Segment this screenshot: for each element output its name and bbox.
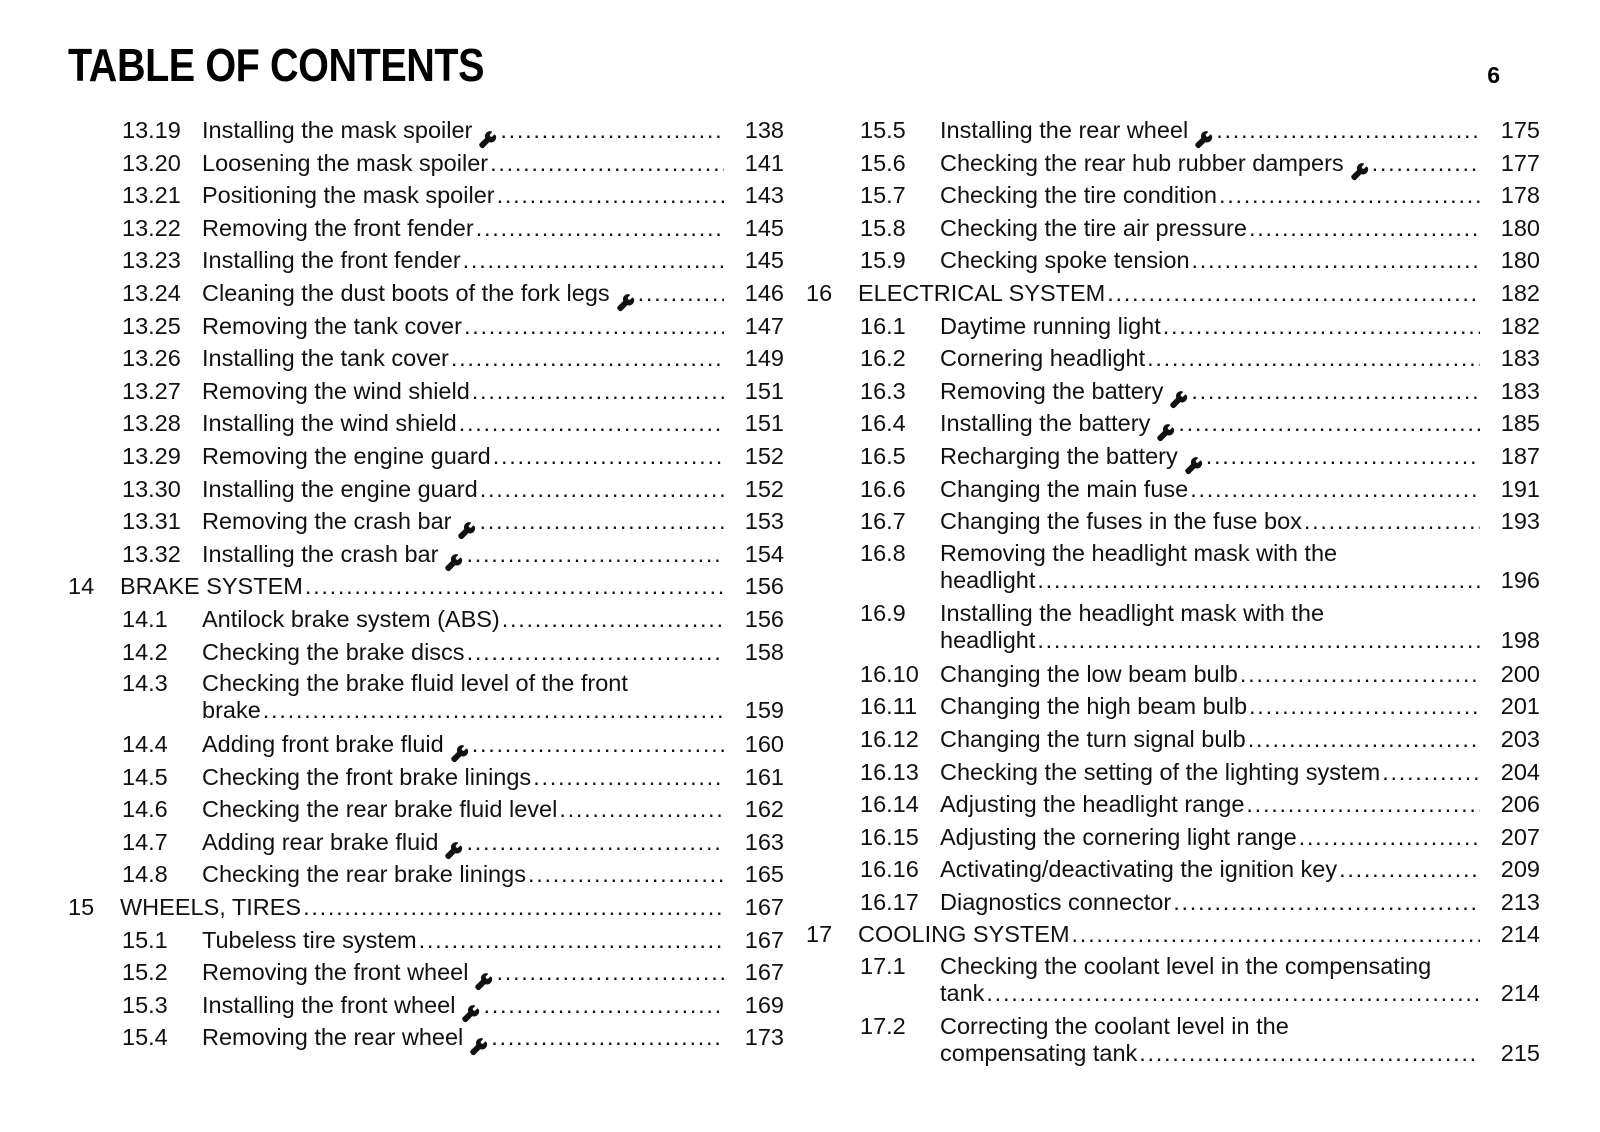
section-title: Checking the setting of the lighting system: [940, 758, 1381, 785]
toc-chapter-entry[interactable]: [68, 891, 784, 924]
section-number: 16.4: [860, 410, 906, 437]
page-reference[interactable]: 158: [744, 638, 784, 665]
section-number: 14: [68, 573, 95, 600]
toc-section-entry[interactable]: [806, 310, 1540, 343]
section-number: 17: [806, 921, 833, 948]
toc-section-entry[interactable]: [68, 147, 784, 180]
page-reference[interactable]: 167: [744, 926, 784, 953]
toc-section-entry[interactable]: [806, 114, 1540, 147]
section-number: 15.9: [860, 247, 906, 274]
toc-section-entry[interactable]: [68, 342, 784, 375]
section-number: 17.1: [860, 953, 906, 980]
dot-leader: [502, 603, 724, 636]
section-number: 16.7: [860, 508, 906, 535]
toc-section-entry[interactable]: [68, 1021, 784, 1054]
section-title: Adding rear brake fluid: [202, 828, 439, 855]
page-reference[interactable]: 180: [1500, 214, 1540, 241]
section-title: Checking the tire condition: [940, 182, 1217, 209]
section-title: Loosening the mask spoiler: [202, 149, 489, 176]
dot-leader: [1249, 690, 1480, 723]
section-title: Installing the crash bar: [202, 540, 439, 567]
section-number: 16.13: [860, 758, 919, 785]
toc-section-entry[interactable]: [806, 407, 1540, 440]
toc-section-entry[interactable]: [68, 310, 784, 343]
toc-chapter-entry[interactable]: [806, 277, 1540, 310]
dot-leader: [1240, 658, 1480, 691]
toc-section-entry[interactable]: [806, 821, 1540, 854]
toc-section-entry[interactable]: [68, 473, 784, 506]
dot-leader: [476, 212, 724, 245]
toc-section-entry[interactable]: [68, 636, 784, 669]
section-title: Checking spoke tension: [940, 247, 1190, 274]
section-number: 16.11: [860, 693, 918, 720]
section-title: Checking the rear brake fluid level: [202, 796, 558, 823]
page-reference[interactable]: 154: [744, 540, 784, 567]
section-number: 14.4: [122, 731, 168, 758]
page-reference[interactable]: 182: [1500, 279, 1540, 306]
dot-leader: [472, 728, 724, 761]
section-number: 16.10: [860, 660, 919, 687]
section-number: 13.25: [122, 312, 181, 339]
toc-section-entry[interactable]: [68, 793, 784, 826]
page-reference[interactable]: 215: [1500, 1040, 1540, 1067]
section-title: Checking the brake fluid level of the front: [202, 670, 628, 697]
toc-section-entry[interactable]: [806, 690, 1540, 723]
wrench-icon: [1350, 159, 1370, 179]
section-title: Checking the front brake linings: [202, 763, 532, 790]
section-number: 16.9: [860, 599, 906, 626]
toc-section-entry[interactable]: [806, 853, 1540, 886]
dot-leader: [1219, 179, 1480, 212]
wrench-icon: [1169, 387, 1189, 407]
toc-section-entry[interactable]: [68, 212, 784, 245]
toc-section-entry[interactable]: [68, 538, 784, 571]
page-reference[interactable]: 198: [1500, 626, 1540, 653]
toc-chapter-entry[interactable]: [806, 918, 1540, 951]
page-reference[interactable]: 180: [1500, 247, 1540, 274]
toc-section-entry[interactable]: [806, 658, 1540, 691]
section-number: 16.6: [860, 475, 906, 502]
dot-leader: [1107, 277, 1480, 310]
page-reference[interactable]: 165: [744, 861, 784, 888]
wrench-icon: [1184, 453, 1204, 473]
dot-leader: [1037, 565, 1480, 595]
toc-section-entry[interactable]: [68, 989, 784, 1022]
wrench-icon: [469, 1034, 489, 1054]
dot-leader: [1192, 244, 1480, 277]
toc-section-entry[interactable]: [806, 375, 1540, 408]
section-title: Removing the battery: [940, 377, 1164, 404]
section-title: Recharging the battery: [940, 442, 1178, 469]
page-reference[interactable]: 161: [744, 763, 784, 790]
dot-leader: [1206, 440, 1480, 473]
page-reference[interactable]: 145: [744, 214, 784, 241]
dot-leader: [559, 793, 724, 826]
toc-section-entry[interactable]: [806, 473, 1540, 506]
toc-section-entry[interactable]: [68, 858, 784, 891]
section-title: Positioning the mask spoiler: [202, 182, 495, 209]
toc-section-entry[interactable]: [806, 886, 1540, 919]
section-title: Changing the main fuse: [940, 475, 1189, 502]
section-title: Adjusting the cornering light range: [940, 823, 1297, 850]
page-reference[interactable]: 151: [744, 410, 784, 437]
page-reference[interactable]: 156: [744, 573, 784, 600]
section-title: Adding front brake fluid: [202, 731, 444, 758]
toc-section-entry[interactable]: [68, 244, 784, 277]
dot-leader: [1191, 375, 1480, 408]
section-number: 13.21: [122, 182, 181, 209]
section-number: 16.3: [860, 377, 906, 404]
section-title: Correcting the coolant level in the: [940, 1013, 1289, 1040]
toc-section-entry[interactable]: [806, 505, 1540, 538]
page-reference[interactable]: 167: [744, 894, 784, 921]
section-title: Installing the front wheel: [202, 991, 456, 1018]
page-reference[interactable]: 167: [744, 959, 784, 986]
toc-section-entry[interactable]: [68, 668, 784, 725]
section-number: 15.8: [860, 214, 906, 241]
dot-leader: [493, 440, 724, 473]
section-title: Changing the high beam bulb: [940, 693, 1248, 720]
toc-section-entry[interactable]: [806, 1011, 1540, 1068]
dot-leader: [1216, 114, 1480, 147]
wrench-icon: [461, 1001, 481, 1021]
dot-leader: [638, 277, 724, 310]
wrench-icon: [450, 741, 470, 761]
page-reference[interactable]: 209: [1500, 856, 1540, 883]
dot-leader: [1037, 625, 1480, 655]
page-reference[interactable]: 214: [1500, 921, 1540, 948]
page-reference[interactable]: 141: [744, 149, 784, 176]
page-reference[interactable]: 182: [1500, 312, 1540, 339]
page-reference[interactable]: 201: [1500, 693, 1540, 720]
page-reference[interactable]: 145: [744, 247, 784, 274]
page-title: TABLE OF CONTENTS: [68, 39, 485, 91]
dot-leader: [263, 695, 724, 725]
section-number: 13.22: [122, 214, 181, 241]
section-number: 15.3: [122, 991, 168, 1018]
dot-leader: [986, 978, 1480, 1008]
page-reference[interactable]: 156: [744, 605, 784, 632]
page-reference[interactable]: 177: [1500, 149, 1540, 176]
page-reference[interactable]: 183: [1500, 377, 1540, 404]
dot-leader: [1382, 756, 1480, 789]
page-reference[interactable]: 138: [744, 117, 784, 143]
dot-leader: [305, 570, 724, 603]
section-number: 14.8: [122, 861, 168, 888]
section-title: Removing the crash bar: [202, 508, 452, 535]
dot-leader: [419, 924, 724, 957]
section-number: 15: [68, 894, 95, 921]
dot-leader: [1173, 886, 1480, 919]
section-number: 16.16: [860, 856, 919, 883]
toc-section-entry[interactable]: [68, 179, 784, 212]
page-reference[interactable]: 160: [744, 731, 784, 758]
section-number: 14.7: [122, 828, 168, 855]
section-title: Changing the turn signal bulb: [940, 725, 1246, 752]
dot-leader: [1339, 853, 1480, 886]
section-number: 15.2: [122, 959, 168, 986]
dot-leader: [479, 505, 724, 538]
toc-left-column: [68, 114, 784, 1054]
section-number: 14.3: [122, 670, 168, 697]
dot-leader: [497, 179, 724, 212]
page-reference[interactable]: 152: [744, 475, 784, 502]
dot-leader: [1299, 821, 1480, 854]
section-title: Cornering headlight: [940, 345, 1146, 372]
section-number: 15.6: [860, 149, 906, 176]
section-title: Daytime running light: [940, 312, 1161, 339]
section-number: 14.6: [122, 796, 168, 823]
dot-leader: [1072, 918, 1480, 951]
dot-leader: [467, 636, 724, 669]
page-reference[interactable]: 187: [1500, 442, 1540, 469]
section-number: 16.15: [860, 823, 919, 850]
section-title: headlight: [940, 626, 1036, 653]
section-title: Changing the low beam bulb: [940, 660, 1238, 687]
section-title: brake: [202, 697, 261, 724]
toc-section-entry[interactable]: [68, 761, 784, 794]
section-number: 13.31: [122, 508, 181, 535]
section-number: 14.2: [122, 638, 168, 665]
section-title: Adjusting the headlight range: [940, 791, 1245, 818]
dot-leader: [533, 761, 724, 794]
dot-leader: [491, 1021, 724, 1054]
section-number: 13.29: [122, 442, 181, 469]
section-title: Antilock brake system (ABS): [202, 605, 500, 632]
toc-section-entry[interactable]: [68, 375, 784, 408]
wrench-icon: [616, 290, 636, 310]
section-title: Installing the tank cover: [202, 345, 449, 372]
dot-leader: [1248, 723, 1480, 756]
section-number: 16.8: [860, 539, 906, 566]
section-number: 13.19: [122, 117, 181, 143]
section-number: 13.32: [122, 540, 181, 567]
dot-leader: [528, 858, 724, 891]
section-number: 13.23: [122, 247, 181, 274]
section-number: 16.17: [860, 888, 919, 915]
page-reference[interactable]: 147: [744, 312, 784, 339]
section-title: Installing the battery: [940, 410, 1151, 437]
section-title: headlight: [940, 566, 1036, 593]
toc-section-entry[interactable]: [68, 603, 784, 636]
section-number: 16.1: [860, 312, 906, 339]
toc-section-entry[interactable]: [68, 826, 784, 859]
page-reference[interactable]: 152: [744, 442, 784, 469]
dot-leader: [303, 891, 724, 924]
section-number: 16.2: [860, 345, 906, 372]
section-title: Installing the front fender: [202, 247, 461, 274]
toc-section-entry[interactable]: [68, 407, 784, 440]
dot-leader: [1304, 505, 1480, 538]
section-title: Checking the tire air pressure: [940, 214, 1247, 241]
toc-section-entry[interactable]: [68, 440, 784, 473]
toc-section-entry[interactable]: [806, 723, 1540, 756]
section-title: Checking the rear hub rubber dampers: [940, 149, 1344, 176]
dot-leader: [466, 538, 724, 571]
wrench-icon: [1194, 127, 1214, 147]
dot-leader: [490, 147, 724, 180]
section-title: Removing the wind shield: [202, 377, 470, 404]
section-number: 16.5: [860, 442, 906, 469]
section-number: 16.14: [860, 791, 919, 818]
section-title: Removing the front wheel: [202, 959, 469, 986]
dot-leader: [1147, 342, 1480, 375]
dot-leader: [1249, 212, 1480, 245]
section-number: 16.12: [860, 725, 919, 752]
page-reference[interactable]: 191: [1500, 475, 1540, 502]
dot-leader: [1190, 473, 1480, 506]
dot-leader: [472, 375, 724, 408]
dot-leader: [459, 407, 724, 440]
page-reference[interactable]: 146: [744, 279, 784, 306]
section-title: Cleaning the dust boots of the fork legs: [202, 279, 610, 306]
dot-leader: [483, 989, 724, 1022]
section-number: 17.2: [860, 1013, 906, 1040]
toc-section-entry[interactable]: [68, 956, 784, 989]
section-title: Removing the front fender: [202, 214, 474, 241]
section-number: 15.7: [860, 182, 906, 209]
toc-section-entry[interactable]: [806, 212, 1540, 245]
section-title: ELECTRICAL SYSTEM: [858, 279, 1106, 306]
page-reference[interactable]: 213: [1500, 888, 1540, 915]
toc-section-entry[interactable]: [806, 147, 1540, 180]
section-title: Tubeless tire system: [202, 926, 417, 953]
section-title: Activating/deactivating the ignition key: [940, 856, 1338, 883]
dot-leader: [466, 826, 724, 859]
section-title: Changing the fuses in the fuse box: [940, 508, 1302, 535]
page-reference[interactable]: 185: [1500, 410, 1540, 437]
dot-leader: [1163, 310, 1480, 343]
page-reference[interactable]: 206: [1500, 791, 1540, 818]
toc-section-entry[interactable]: [68, 277, 784, 310]
page-reference[interactable]: 153: [744, 508, 784, 535]
wrench-icon: [1156, 420, 1176, 440]
page-number: 6: [1487, 62, 1500, 88]
page-reference[interactable]: 159: [744, 697, 784, 724]
section-number: 14.5: [122, 763, 168, 790]
dot-leader: [1178, 407, 1480, 440]
section-title: Diagnostics connector: [940, 888, 1172, 915]
toc-section-entry[interactable]: [806, 598, 1540, 655]
toc-section-entry[interactable]: [68, 728, 784, 761]
section-number: 13.26: [122, 345, 181, 372]
wrench-icon: [474, 969, 494, 989]
toc-section-entry[interactable]: [68, 924, 784, 957]
section-title: Installing the engine guard: [202, 475, 478, 502]
toc-section-entry[interactable]: [806, 342, 1540, 375]
section-title: Removing the tank cover: [202, 312, 462, 339]
section-number: 16: [806, 279, 833, 306]
page-reference[interactable]: 143: [744, 182, 784, 209]
page-reference[interactable]: 204: [1500, 758, 1540, 785]
page-reference[interactable]: 183: [1500, 345, 1540, 372]
page-reference[interactable]: 151: [744, 377, 784, 404]
dot-leader: [464, 310, 724, 343]
toc-section-entry[interactable]: [806, 756, 1540, 789]
section-number: 13.27: [122, 377, 181, 404]
wrench-icon: [478, 127, 498, 147]
dot-leader: [1139, 1038, 1480, 1068]
dot-leader: [463, 244, 724, 277]
section-title: Installing the headlight mask with the: [940, 599, 1325, 626]
section-number: 13.24: [122, 279, 181, 306]
toc-section-entry[interactable]: [806, 440, 1540, 473]
dot-leader: [1246, 788, 1480, 821]
dot-leader: [500, 114, 724, 147]
section-number: 13.28: [122, 410, 181, 437]
toc-section-entry[interactable]: [806, 788, 1540, 821]
page-reference[interactable]: 200: [1500, 660, 1540, 687]
toc-section-entry[interactable]: [68, 505, 784, 538]
toc-right-column: [806, 114, 1540, 1071]
section-title: Installing the wind shield: [202, 410, 457, 437]
section-number: 13.20: [122, 149, 181, 176]
section-title: compensating tank: [940, 1040, 1138, 1067]
section-title: COOLING SYSTEM: [858, 921, 1070, 948]
toc-section-entry[interactable]: [806, 179, 1540, 212]
page-reference[interactable]: 178: [1500, 182, 1540, 209]
section-title: Installing the rear wheel: [940, 117, 1189, 143]
section-title: tank: [940, 980, 985, 1007]
page-reference[interactable]: 175: [1500, 117, 1540, 143]
page-reference[interactable]: 207: [1500, 823, 1540, 850]
dot-leader: [451, 342, 724, 375]
toc-section-entry[interactable]: [806, 951, 1540, 1008]
page-reference[interactable]: 163: [744, 828, 784, 855]
section-title: Checking the coolant level in the compensating: [940, 953, 1432, 980]
toc-section-entry[interactable]: [68, 114, 784, 147]
section-number: 15.5: [860, 117, 906, 143]
page-reference[interactable]: 196: [1500, 566, 1540, 593]
section-title: Checking the brake discs: [202, 638, 465, 665]
dot-leader: [480, 473, 724, 506]
dot-leader: [496, 956, 724, 989]
section-number: 14.1: [122, 605, 168, 632]
page-reference[interactable]: 173: [744, 1024, 784, 1051]
section-number: 15.4: [122, 1024, 168, 1051]
page-reference[interactable]: 203: [1500, 725, 1540, 752]
wrench-icon: [444, 550, 464, 570]
page-reference[interactable]: 214: [1500, 980, 1540, 1007]
section-number: 13.30: [122, 475, 181, 502]
section-title: Checking the rear brake linings: [202, 861, 526, 888]
section-title: Removing the headlight mask with the: [940, 539, 1338, 566]
page-reference[interactable]: 193: [1500, 508, 1540, 535]
section-number: 15.1: [122, 926, 168, 953]
section-title: Removing the rear wheel: [202, 1024, 464, 1051]
section-title: BRAKE SYSTEM: [120, 573, 303, 600]
page-reference[interactable]: 162: [744, 796, 784, 823]
toc-section-entry[interactable]: [806, 538, 1540, 595]
toc-section-entry[interactable]: [806, 244, 1540, 277]
dot-leader: [1372, 147, 1480, 180]
section-title: Installing the mask spoiler: [202, 117, 473, 143]
wrench-icon: [457, 518, 477, 538]
section-title: Removing the engine guard: [202, 442, 491, 469]
section-title: WHEELS, TIRES: [120, 894, 302, 921]
page-reference[interactable]: 169: [744, 991, 784, 1018]
page-reference[interactable]: 149: [744, 345, 784, 372]
wrench-icon: [444, 838, 464, 858]
toc-chapter-entry[interactable]: [68, 570, 784, 603]
